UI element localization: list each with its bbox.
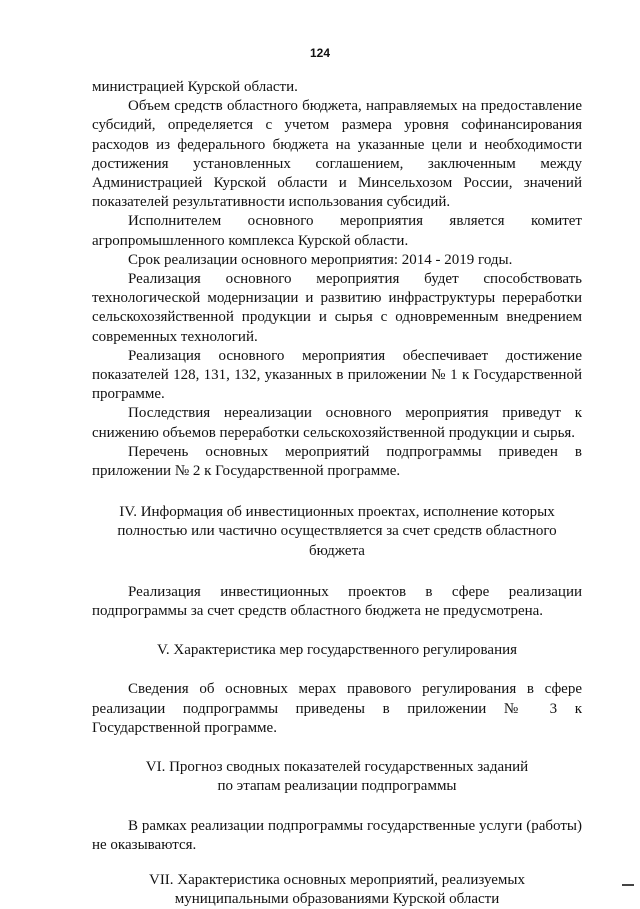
section-6-heading-line-1: VI. Прогноз сводных показателей государственных заданий (145, 759, 529, 776)
section-4-heading: IV. Информация об инвестиционных проектах, исполнение которых полностью или частично осуществляется за счет средств областного бюджета (117, 504, 557, 559)
section-4-text: Реализация инвестиционных проектов в сфере реализации подпрограммы за счет средств областного бюджета не предусмотрена. (92, 583, 582, 620)
paragraph-indicators: Реализация основного мероприятия обеспечивает достижение показателей 128, 131, 132, указанных в приложении № 1 к Государственной программе. (92, 347, 582, 403)
page-edge-mark (622, 884, 634, 886)
paragraph-consequences: Последствия нереализации основного мероприятия приведут к снижению объемов переработки сельскохозяйственной продукции и сырья. (92, 405, 582, 441)
section-5-text: Сведения об основных мерах правового регулирования в сфере реализации подпрограммы приведены в приложении № 3 к Государственной программе. (92, 681, 582, 736)
page-number: 124 (309, 46, 331, 60)
section-7-heading (92, 871, 582, 909)
paragraph-modernization: Реализация основного мероприятия будет способствовать технологической модернизации и развитию инфраструктуры переработки сельскохозяйственной продукции и сырья с одновременным внедрением современных технологий. (92, 271, 582, 345)
section-6-heading (92, 758, 582, 796)
section-5-heading: V. Характеристика мер государственного регулирования (156, 642, 518, 659)
section-6-heading-line-2: по этапам реализации подпрограммы (217, 778, 457, 795)
section-7-heading-line-2: муниципальными образованиями Курской области (174, 891, 500, 908)
section-6-text: В рамках реализации подпрограммы государственные услуги (работы) не оказываются. (92, 817, 582, 853)
section-7-heading-line-1: VII. Характеристика основных мероприятий, реализуемых (148, 871, 525, 888)
paragraph-budget-volume: Объем средств областного бюджета, направляемых на предоставление субсидий, определяется с учетом размера уровня софинансирования расходов из федерального бюджета на указанные цели и необходимости достижения установленных соглашением, заключенным между Администрацией Курской области и Минсельхозом России, значений показателей результативности использования субсидий. (92, 98, 582, 211)
page-body (92, 78, 582, 909)
paragraph-continuation: министрацией Курской области. (92, 79, 298, 95)
paragraph-term: Срок реализации основного мероприятия: 2014 - 2019 годы. (128, 251, 513, 268)
paragraph-list-reference: Перечень основных мероприятий подпрограммы приведен в приложении № 2 к Государственной программе. (92, 443, 582, 480)
paragraph-executor: Исполнителем основного мероприятия является комитет агропромышленного комплекса Курской области. (92, 213, 582, 249)
